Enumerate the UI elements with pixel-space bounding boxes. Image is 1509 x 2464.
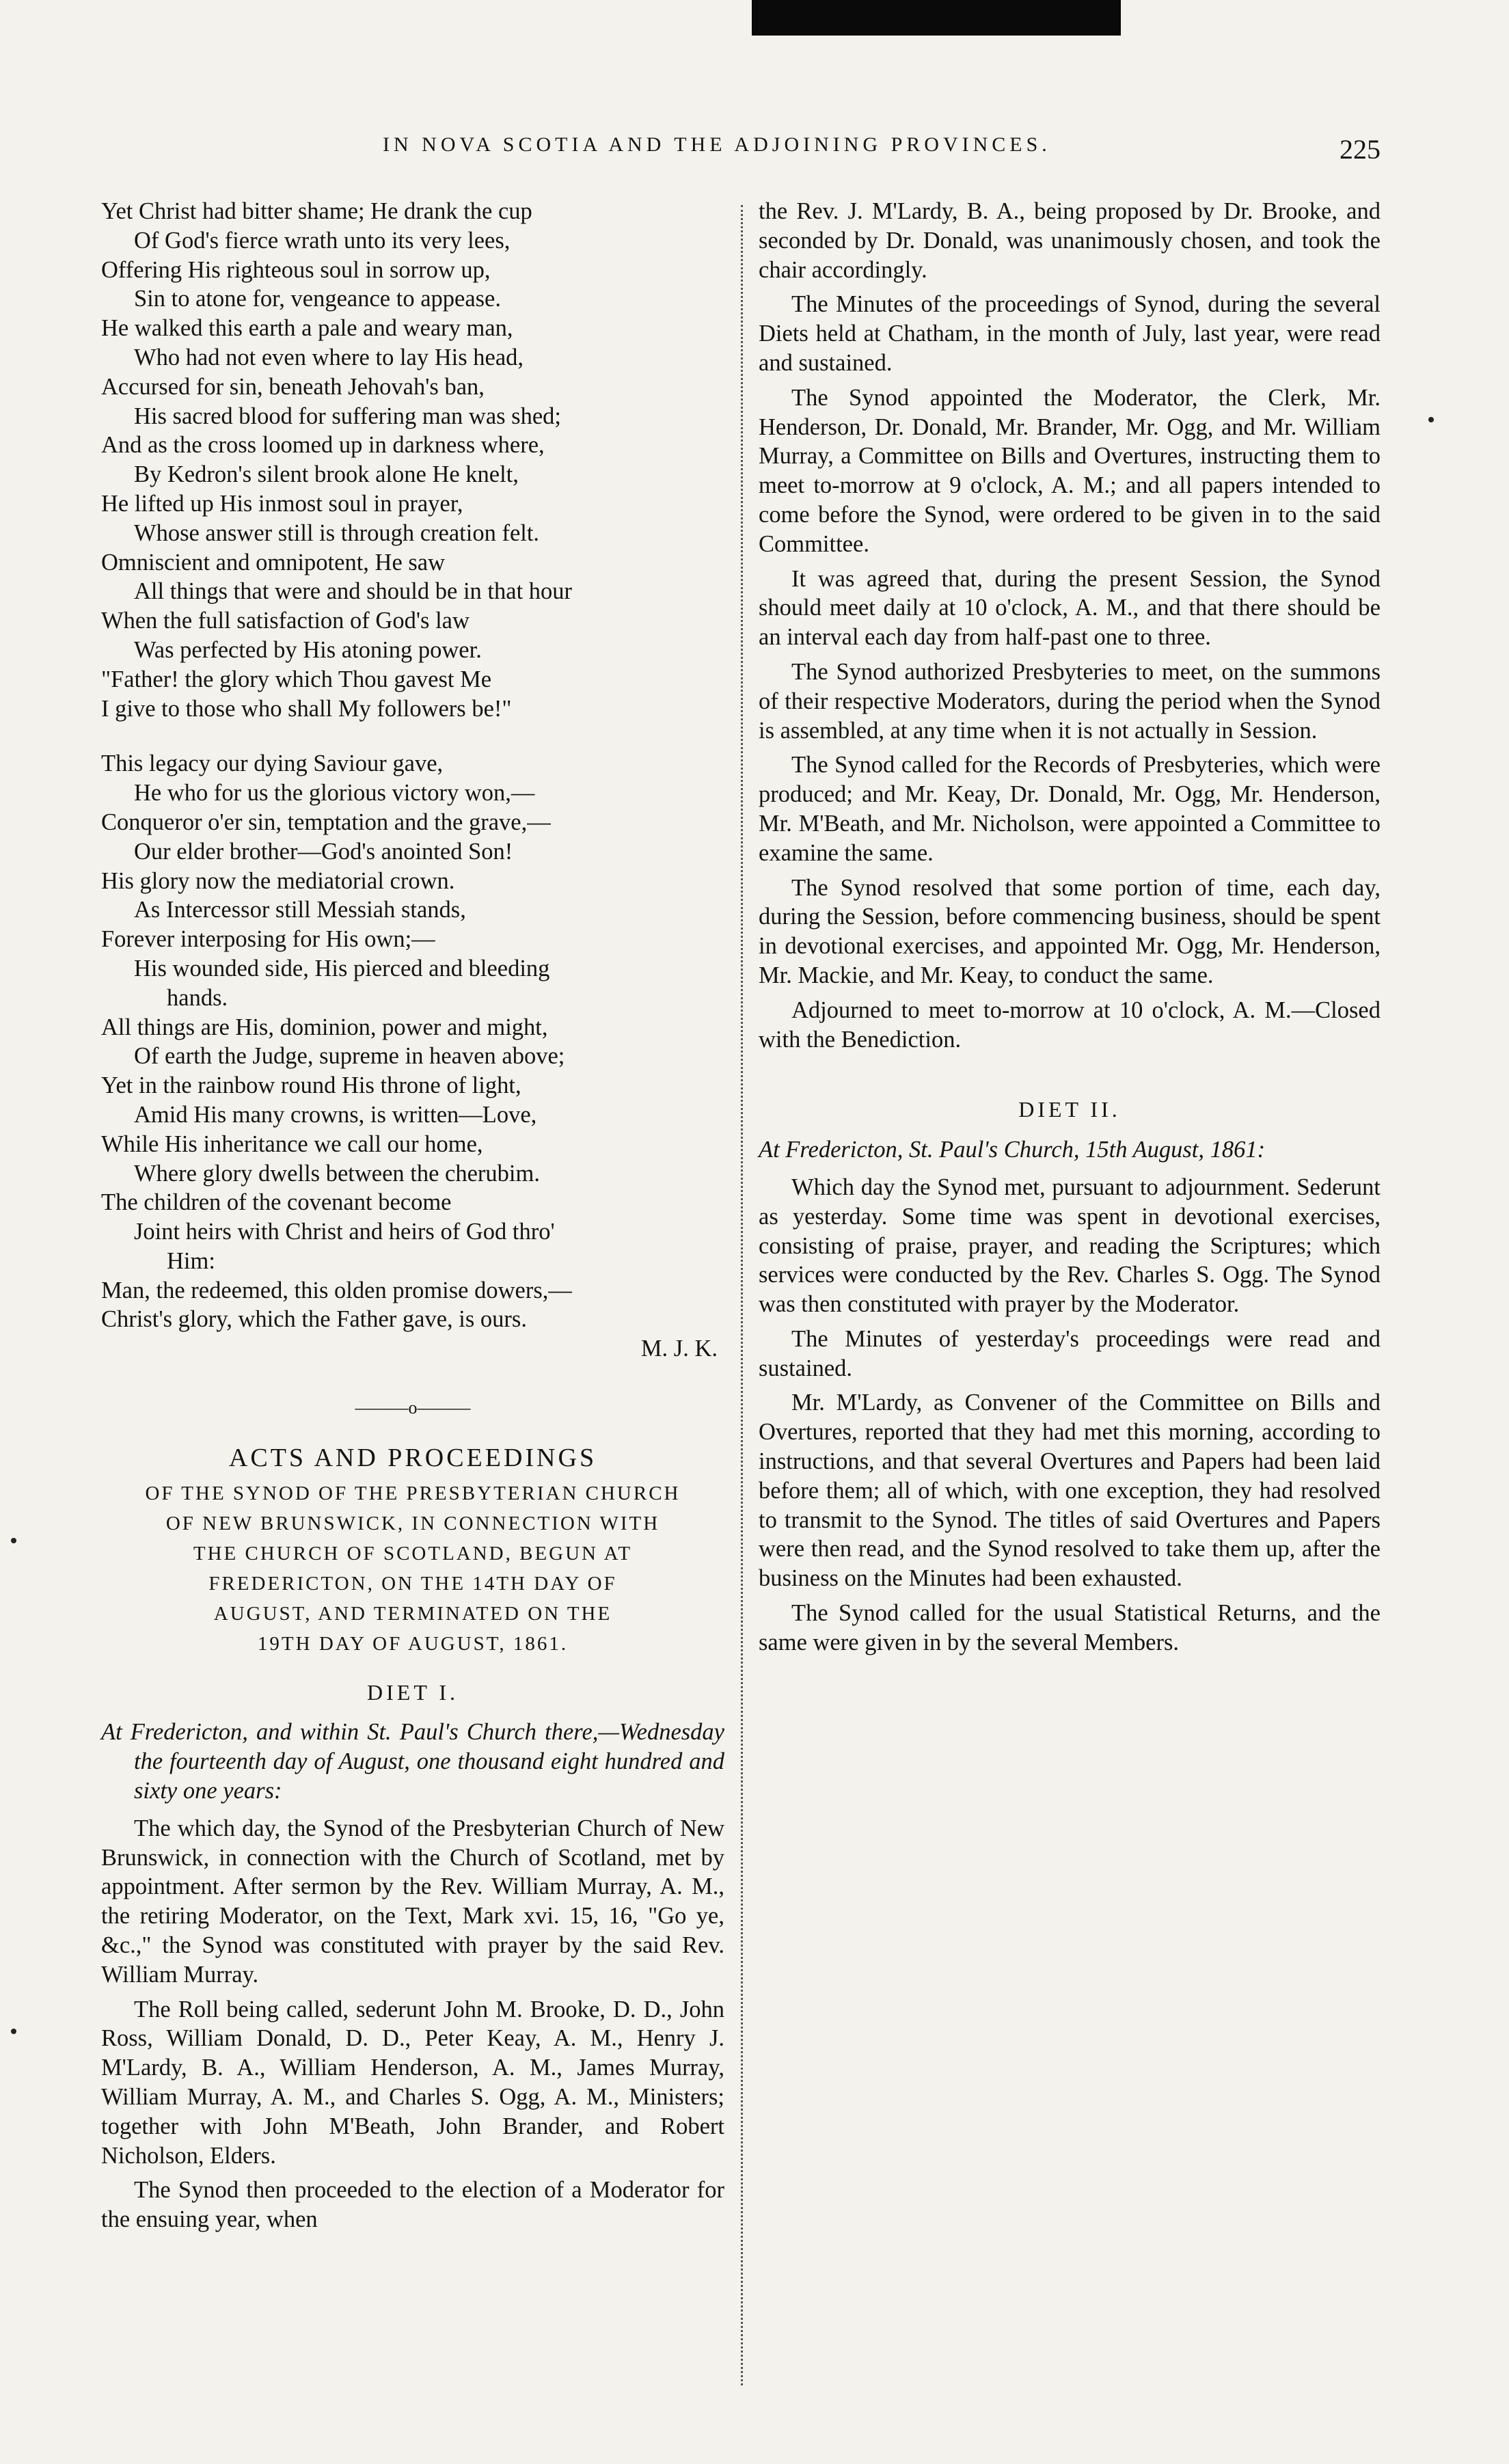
diet-1-place: At Fredericton, and within St. Paul's Church there,—Wednesday the fourteenth day of August, one thousand eight hundred and sixty one years: bbox=[101, 1719, 724, 1804]
scan-top-bar bbox=[752, 0, 1121, 36]
diet-2-place: At Fredericton, St. Paul's Church, 15th August, 1861: bbox=[759, 1137, 1266, 1163]
poem-line: hands. bbox=[167, 984, 228, 1011]
diet-1-paragraph: The Synod then proceeded to the election of a Moderator for the ensuing year, when bbox=[101, 2177, 724, 2233]
poem-line: Whose answer still is through creation felt. bbox=[134, 519, 540, 546]
acts-title: ACTS AND PROCEEDINGS bbox=[228, 1443, 597, 1472]
right-column bbox=[759, 197, 1381, 1663]
diet-2-paragraph: Mr. M'Lardy, as Convener of the Committee on Bills and Overtures, reported that they had met this morning, according to instructions, and that several Overtures and Papers had been laid before them; all of which, with one exception, they had resolved to transmit to the Synod. The titles of said Overtures and Papers were then read, and the Synod resolved to take them up, after the business on the Minutes had been exhausted. bbox=[759, 1390, 1381, 1592]
acts-subtitle-line: FREDERICTON, ON THE 14TH DAY OF bbox=[208, 1572, 617, 1595]
poem-line: Yet Christ had bitter shame; He drank the cup bbox=[101, 198, 532, 224]
poem-line: Of God's fierce wrath unto its very lees, bbox=[134, 227, 511, 254]
poem-line: His sacred blood for suffering man was shed; bbox=[134, 403, 562, 429]
diet-1-paragraph: The Minutes of the proceedings of Synod, during the several Diets held at Chatham, in the month of July, last year, were read and sustained. bbox=[759, 291, 1381, 376]
column-divider bbox=[741, 205, 743, 2385]
poem-line: Joint heirs with Christ and heirs of God thro' bbox=[134, 1219, 555, 1245]
acts-subtitle-line: THE CHURCH OF SCOTLAND, BEGUN AT bbox=[193, 1542, 633, 1565]
section-separator: ———o——— bbox=[355, 1398, 471, 1418]
poem-line: As Intercessor still Messiah stands, bbox=[134, 897, 466, 923]
poem-line: Yet in the rainbow round His throne of light, bbox=[101, 1072, 521, 1099]
poem-stanza-2 bbox=[101, 749, 724, 1334]
running-title: IN NOVA SCOTIA AND THE ADJOINING PROVINCES. bbox=[383, 133, 1051, 156]
diet-2-paragraph: Which day the Synod met, pursuant to adjournment. Sederunt as yesterday. Some time was spent in devotional exercises, consisting of praise, prayer, and reading the Scriptures; which services were conducted by the Rev. Charles S. Ogg. The Synod was then constituted with prayer by the Moderator. bbox=[759, 1174, 1381, 1318]
poem-line: All things are His, dominion, power and might, bbox=[101, 1014, 548, 1040]
poem-line: Conqueror o'er sin, temptation and the grave,— bbox=[101, 809, 551, 835]
diet-1-paragraph: The which day, the Synod of the Presbyterian Church of New Brunswick, in connection with the Church of Scotland, met by appointment. After sermon by the Rev. William Murray, A. M., the retiring Moderator, on the Text, Mark xvi. 15, 16, "Go ye, &c.," the Synod was constituted with prayer by the said Rev. William Murray. bbox=[101, 1815, 724, 1988]
poem-line: Who had not even where to lay His head, bbox=[134, 344, 524, 370]
poem-line: While His inheritance we call our home, bbox=[101, 1131, 483, 1157]
diet-1-paragraph: the Rev. J. M'Lardy, B. A., being proposed by Dr. Brooke, and seconded by Dr. Donald, was unanimously chosen, and took the chair accordingly. bbox=[759, 198, 1381, 283]
poem-line: He who for us the glorious victory won,— bbox=[134, 780, 535, 807]
diet-2-heading: DIET II. bbox=[1018, 1097, 1121, 1122]
poem-signature: M. J. K. bbox=[640, 1336, 718, 1362]
poem-line: By Kedron's silent brook alone He knelt, bbox=[134, 461, 519, 488]
poem-line: Amid His many crowns, is written—Love, bbox=[134, 1101, 537, 1128]
diet-1-paragraph: The Synod authorized Presbyteries to meet, on the summons of their respective Moderators, during the period when the Synod is assembled, at any time when it is not actually in Session. bbox=[759, 658, 1381, 744]
poem-line: Man, the redeemed, this olden promise dowers,— bbox=[101, 1277, 572, 1303]
left-column bbox=[101, 197, 724, 2240]
poem-line: Omniscient and omnipotent, He saw bbox=[101, 549, 446, 576]
diet-2-paragraph: The Minutes of yesterday's proceedings were read and sustained. bbox=[759, 1325, 1381, 1381]
poem-line: He lifted up His inmost soul in prayer, bbox=[101, 490, 463, 517]
diet-1-paragraph: Adjourned to meet to-morrow at 10 o'clock, A. M.—Closed with the Benediction. bbox=[759, 997, 1381, 1053]
acts-subtitle-line: OF NEW BRUNSWICK, IN CONNECTION WITH bbox=[165, 1512, 660, 1534]
poem-line: His wounded side, His pierced and bleeding bbox=[134, 955, 550, 981]
poem-line: Where glory dwells between the cherubim. bbox=[134, 1160, 540, 1187]
diet-2-paragraph: The Synod called for the usual Statistical Returns, and the same were given in by the several Members. bbox=[759, 1600, 1381, 1655]
diet-1-paragraph: It was agreed that, during the present Session, the Synod should meet daily at 10 o'clock, A. M., and that there should be an interval each day from half-past one to three. bbox=[759, 565, 1381, 651]
poem-line: Accursed for sin, beneath Jehovah's ban, bbox=[101, 373, 485, 400]
poem-line: Was perfected by His atoning power. bbox=[134, 636, 482, 663]
acts-subtitle-line: 19TH DAY OF AUGUST, 1861. bbox=[257, 1632, 569, 1655]
diet-1-paragraph: The Synod called for the Records of Presbyteries, which were produced; and Mr. Keay, Dr. Donald, Mr. Ogg, Mr. Henderson, Mr. M'Beath, and Mr. Nicholson, were appointed a Committee to examine the same. bbox=[759, 752, 1381, 866]
poem-line: Forever interposing for His own;— bbox=[101, 926, 435, 953]
poem-line: This legacy our dying Saviour gave, bbox=[101, 750, 444, 777]
poem-line: I give to those who shall My followers be!" bbox=[101, 695, 512, 722]
poem-line: The children of the covenant become bbox=[101, 1189, 452, 1216]
poem-line: Sin to atone for, vengeance to appease. bbox=[134, 286, 501, 312]
poem-line: He walked this earth a pale and weary man, bbox=[101, 315, 513, 342]
diet-1-paragraph: The Synod appointed the Moderator, the Clerk, Mr. Henderson, Dr. Donald, Mr. Brander, Mr. Ogg, and Mr. William Murray, a Committee on Bills and Overtures, instructing them to meet to-morrow at 9 o'clock, A. M.; and all papers intended to come before the Synod, were ordered to be given in to the said Committee. bbox=[759, 384, 1381, 557]
poem-line: Offering His righteous soul in sorrow up, bbox=[101, 256, 491, 283]
running-header bbox=[383, 133, 1381, 174]
poem-line: And as the cross loomed up in darkness where, bbox=[101, 432, 545, 459]
diet-1-paragraph: The Synod resolved that some portion of time, each day, during the Session, before commencing business, should be spent in devotional exercises, and appointed Mr. Ogg, Mr. Henderson, Mr. Mackie, and Mr. Keay, to conduct the same. bbox=[759, 874, 1381, 988]
margin-mark bbox=[1428, 417, 1434, 422]
poem-line: His glory now the mediatorial crown. bbox=[101, 867, 455, 894]
poem-line: "Father! the glory which Thou gavest Me bbox=[101, 666, 492, 692]
margin-mark bbox=[11, 2029, 16, 2034]
poem-line: Of earth the Judge, supreme in heaven above; bbox=[134, 1043, 565, 1070]
diet-1-heading: DIET I. bbox=[367, 1679, 459, 1705]
poem-stanza-1 bbox=[101, 197, 724, 723]
poem-line: All things that were and should be in that hour bbox=[134, 578, 573, 605]
acts-subtitle-line: AUGUST, AND TERMINATED ON THE bbox=[213, 1602, 612, 1625]
acts-subtitle-line: OF THE SYNOD OF THE PRESBYTERIAN CHURCH bbox=[145, 1482, 681, 1504]
page-number: 225 bbox=[1340, 134, 1381, 165]
poem-line: Our elder brother—God's anointed Son! bbox=[134, 838, 513, 865]
acts-subtitle bbox=[101, 1478, 724, 1659]
poem-line: Christ's glory, which the Father gave, is ours. bbox=[101, 1306, 527, 1333]
poem-line: Him: bbox=[167, 1247, 215, 1274]
diet-1-paragraph: The Roll being called, sederunt John M. Brooke, D. D., John Ross, William Donald, D. D., Peter Keay, A. M., Henry J. M'Lardy, B. A., William Henderson, A. M., James Murray, William Murray, A. M., and Charles S. Ogg, A. M., Ministers; together with John M'Beath, John Brander, and Robert Nicholson, Elders. bbox=[101, 1996, 724, 2169]
margin-mark bbox=[11, 1538, 16, 1543]
poem-line: When the full satisfaction of God's law bbox=[101, 608, 470, 634]
